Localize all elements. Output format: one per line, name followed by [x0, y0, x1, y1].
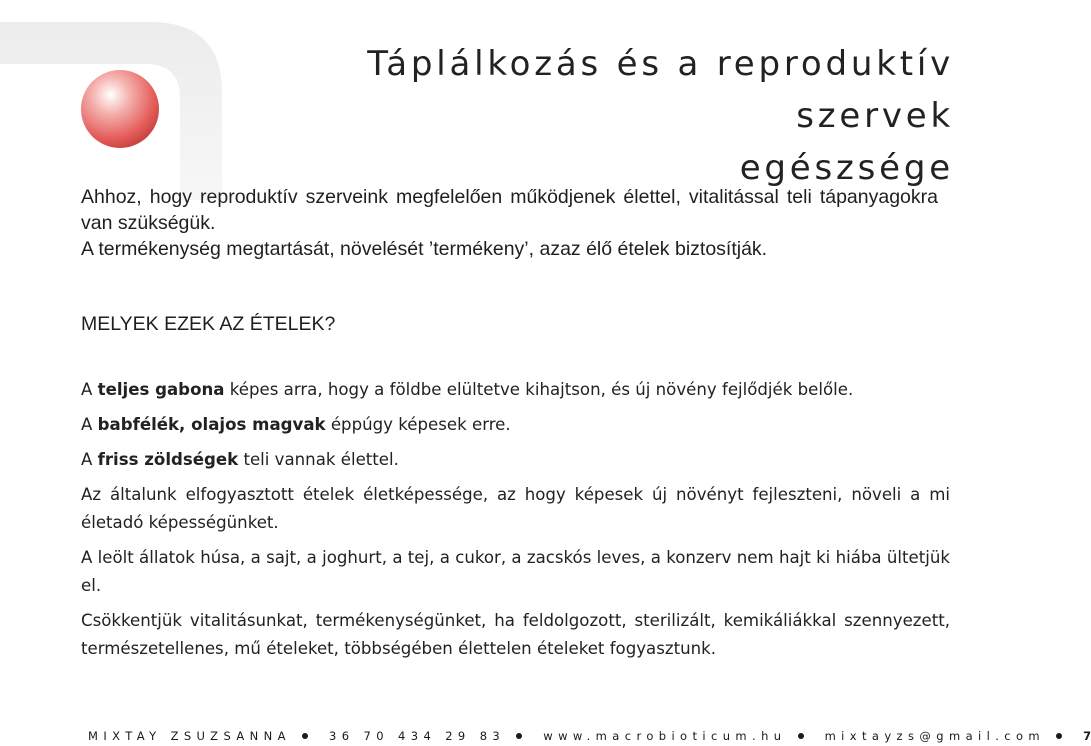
bullet-separator-icon	[516, 733, 522, 739]
paragraph-reduced-vitality: Csökkentjük vitalitásunkat, termékenységünket, ha feldolgozott, sterilizált, kemikáliákkal szennyezett, természetellenes, mű ételeket, többségében élettelen ételeket fogyasztunk.	[81, 611, 950, 658]
slide-footer	[88, 729, 1091, 743]
food-item-legumes-seeds: A babfélék, olajos magvak éppúgy képesek erre.	[81, 415, 511, 434]
bullet-separator-icon	[798, 733, 804, 739]
food-item-highlight: friss zöldségek	[97, 450, 239, 469]
intro-fertility-statement: A termékenység megtartását, növelését ’termékeny’, azaz élő ételek biztosítják.	[81, 238, 768, 260]
footer-website-link[interactable]: www.macrobioticum.hu	[543, 729, 787, 743]
food-list-section	[81, 376, 950, 670]
section-question-heading: MELYEK EZEK AZ ÉTELEK?	[81, 313, 336, 335]
food-item-highlight: teljes gabona	[97, 380, 225, 399]
page-number: 7	[1083, 729, 1091, 743]
paragraph-dead-foods: A leölt állatok húsa, a sajt, a joghurt, a tej, a cukor, a zacskós leves, a konzerv nem hajt ki hiába ültetjük el.	[81, 548, 950, 595]
paragraph-food-vitality: Az általunk elfogyasztott ételek életképessége, az hogy képesek új növényt fejleszteni, növeli a mi életadó képességünket.	[81, 485, 950, 532]
slide-title-line-2: egészsége	[739, 148, 954, 188]
footer-phone: 36 70 434 29 83	[329, 729, 506, 743]
footer-email-link[interactable]: mixtayzs@gmail.com	[824, 729, 1046, 743]
decorative-sphere	[81, 70, 159, 148]
intro-section	[81, 184, 938, 262]
food-item-fresh-vegetables: A friss zöldségek teli vannak élettel.	[81, 450, 399, 469]
food-item-whole-grain: A teljes gabona képes arra, hogy a földbe elültetve kihajtson, és új növény fejlődjék belőle.	[81, 380, 854, 399]
footer-author: MIXTAY ZSUZSANNA	[88, 729, 291, 743]
bullet-separator-icon	[302, 733, 308, 739]
slide-title	[210, 38, 954, 194]
intro-paragraph: Ahhoz, hogy reproduktív szerveink megfelelően működjenek élettel, vitalitással teli tápanyagokra van szükségük.	[81, 186, 938, 234]
food-item-highlight: babfélék, olajos magvak	[97, 415, 326, 434]
slide-title-line-1: Táplálkozás és a reproduktív szervek	[367, 44, 954, 136]
bullet-separator-icon	[1056, 733, 1062, 739]
